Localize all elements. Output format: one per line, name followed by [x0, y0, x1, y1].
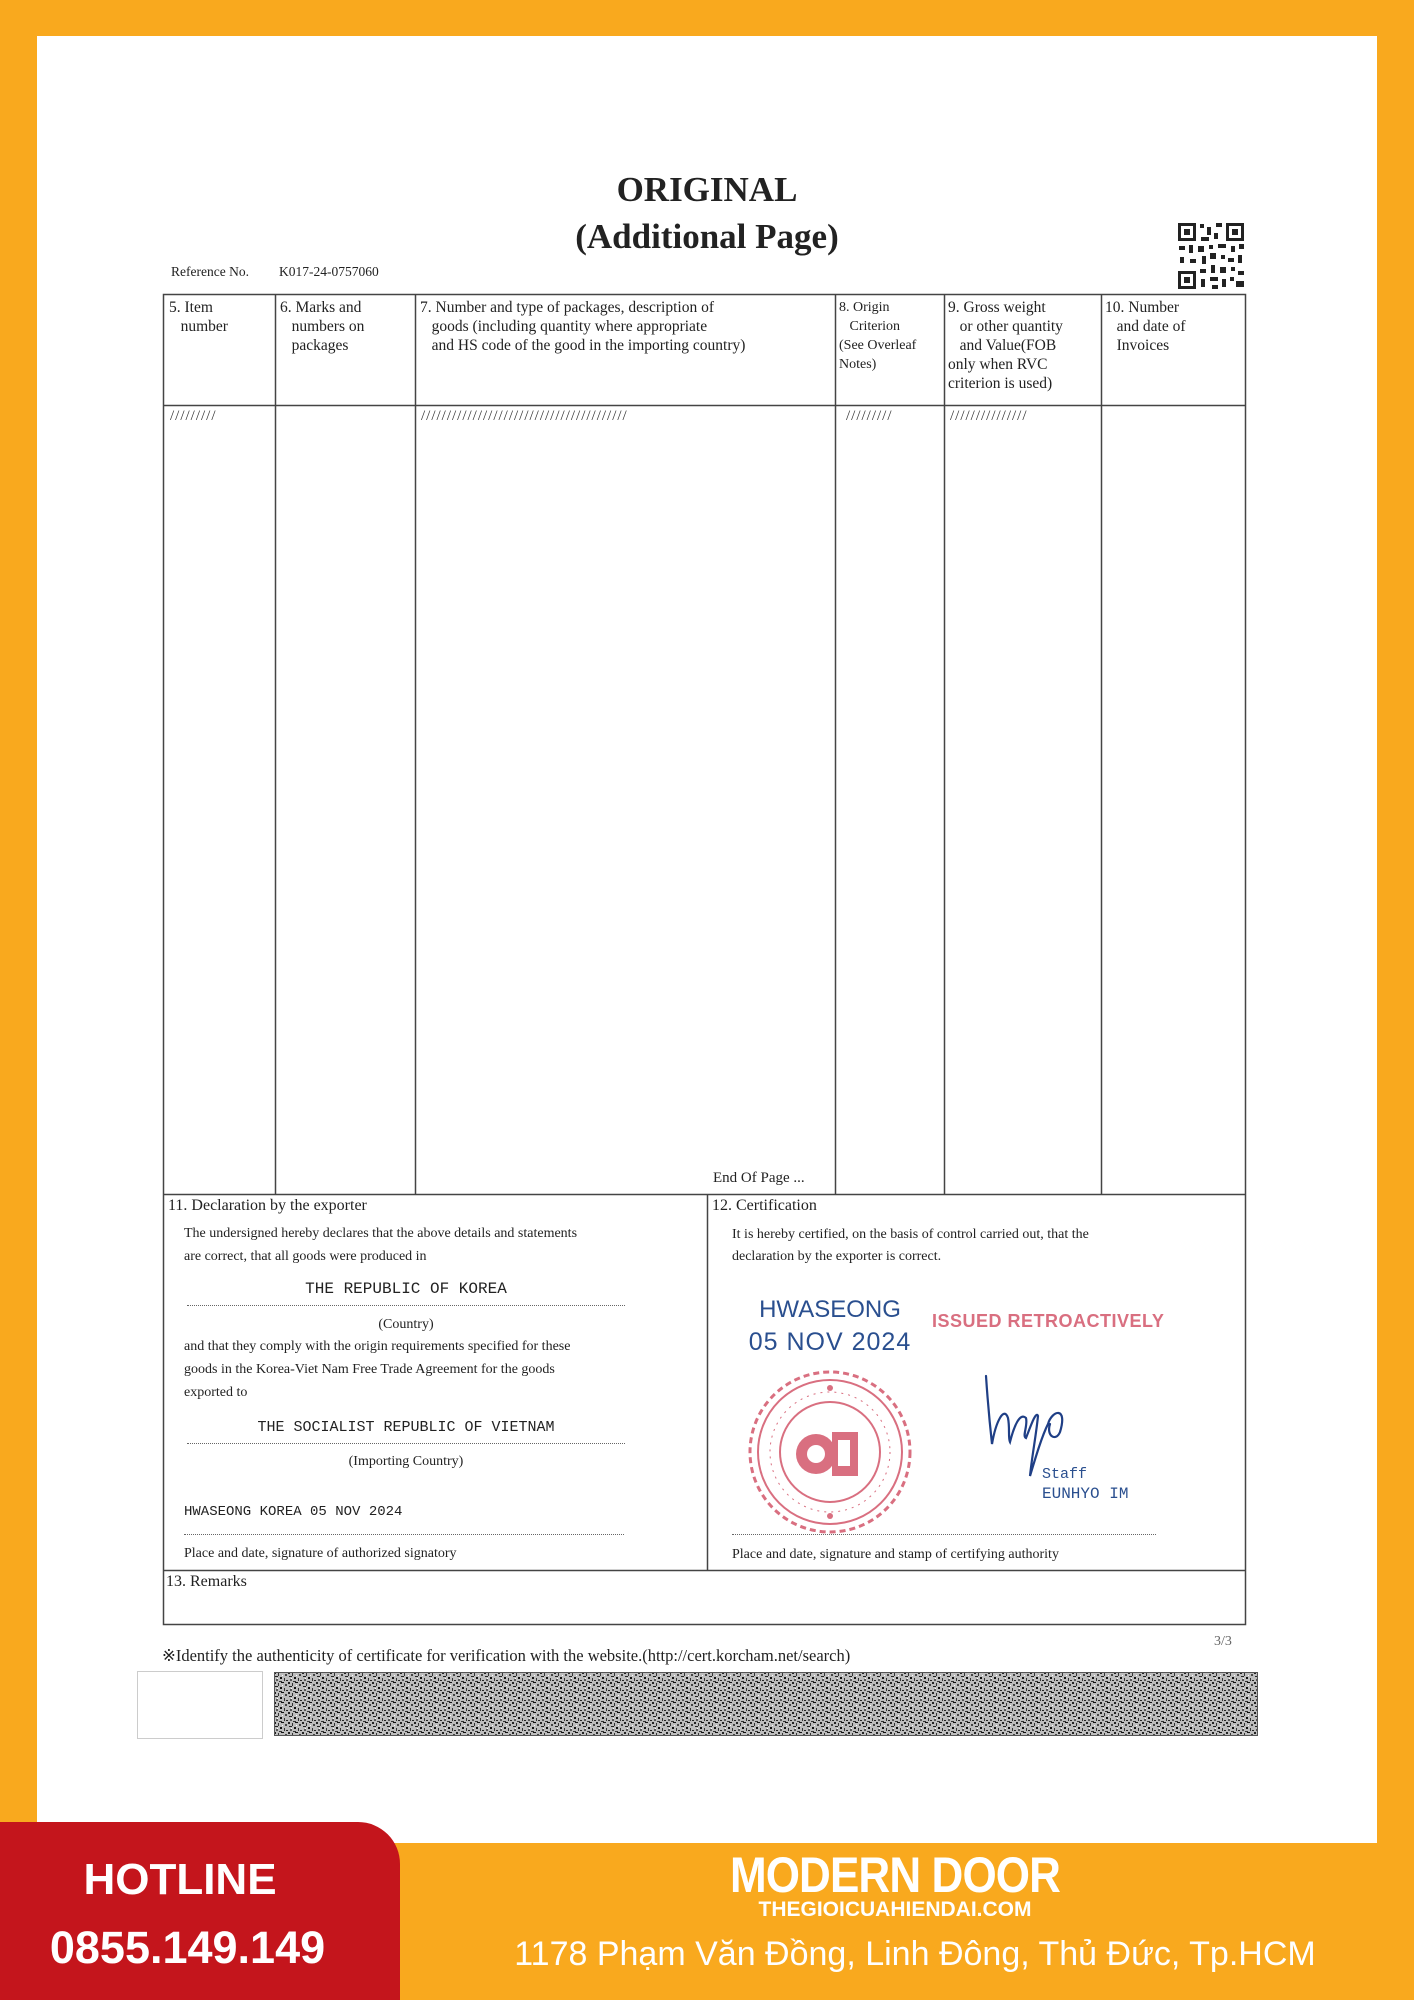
document-title: ORIGINAL [616, 170, 798, 209]
cell-gross-weight: /////////////// [950, 408, 1028, 424]
security-barcode-icon [274, 1672, 1258, 1736]
country-line [187, 1305, 625, 1306]
verification-note: ※Identify the authenticity of certificate for verification with the website.(http://cert.korcham.net/search) [162, 1646, 851, 1665]
importing-country: THE SOCIALIST REPUBLIC OF VIETNAM [257, 1419, 555, 1436]
brand-logo: MODERN DOOR [729, 1847, 1061, 1903]
cell-description: //////////////////////////////////////// [421, 408, 628, 424]
producing-country: THE REPUBLIC OF KOREA [305, 1280, 507, 1298]
declaration-sign-line [184, 1534, 624, 1535]
cell-item-number: ///////// [170, 408, 217, 424]
staff-name: EUNHYO IM [1042, 1485, 1129, 1503]
column-header-marks: 6. Marks and numbers on packages [280, 299, 365, 354]
issued-retroactively-stamp: ISSUED RETROACTIVELY [932, 1311, 1165, 1331]
column-header-item-number: 5. Item number [169, 299, 228, 335]
store-address: 1178 Phạm Văn Đồng, Linh Đông, Thủ Đức, Tp.HCM [514, 1935, 1316, 1973]
stamp-date: 05 NOV 2024 [748, 1328, 912, 1356]
declaration-text2-line2: goods in the Korea-Viet Nam Free Trade Agreement for the goods [184, 1362, 555, 1377]
column-header-invoices: 10. Number and date of Invoices [1105, 299, 1186, 354]
page-number: 3/3 [1214, 1634, 1232, 1649]
declaration-text2-line1: and that they comply with the origin requirements specified for these [184, 1339, 571, 1354]
declaration-place-date: HWASEONG KOREA 05 NOV 2024 [184, 1504, 403, 1520]
column-header-gross-weight: 9. Gross weight or other quantity and Value(FOB only when RVC criterion is used) [948, 299, 1063, 392]
staff-title: Staff [1042, 1466, 1088, 1483]
reference-number: K017-24-0757060 [279, 264, 379, 279]
certification-text-line1: It is hereby certified, on the basis of control carried out, that the [732, 1227, 1089, 1242]
certification-text-line2: declaration by the exporter is correct. [732, 1249, 942, 1264]
barcode-blank-box [137, 1671, 263, 1739]
cell-origin-criterion: ///////// [846, 408, 893, 424]
importing-country-line [187, 1443, 625, 1444]
brand-website[interactable]: THEGIOICUAHIENDAI.COM [758, 1898, 1032, 1921]
reference-label: Reference No. [171, 264, 249, 279]
end-of-page-note: End Of Page ... [713, 1170, 805, 1186]
declaration-text-line1: The undersigned hereby declares that the above details and statements [184, 1226, 578, 1241]
chamber-seal-icon [744, 1366, 916, 1538]
column-header-description: 7. Number and type of packages, description of goods (including quantity where appropriate and HS code of the good in the importing country) [420, 299, 746, 354]
certification-sign-caption: Place and date, signature and stamp of certifying authority [732, 1547, 1059, 1562]
hotline-number[interactable]: 0855.149.149 [49, 1922, 326, 1973]
certification-sign-line [732, 1534, 1156, 1535]
stamp-place: HWASEONG [759, 1296, 901, 1323]
declaration-text2-line3: exported to [184, 1385, 248, 1400]
hotline-label: HOTLINE [83, 1855, 277, 1904]
importing-country-caption: (Importing Country) [348, 1454, 464, 1469]
remarks-heading: 13. Remarks [166, 1573, 247, 1590]
declaration-text-line2: are correct, that all goods were produced in [184, 1249, 427, 1264]
document-subtitle: (Additional Page) [575, 217, 839, 256]
country-caption: (Country) [378, 1317, 434, 1332]
declaration-sign-caption: Place and date, signature of authorized signatory [184, 1546, 457, 1561]
column-header-origin-criterion: 8. Origin Criterion (See Overleaf Notes) [839, 300, 917, 372]
certification-heading: 12. Certification [712, 1197, 817, 1214]
declaration-heading: 11. Declaration by the exporter [168, 1197, 367, 1214]
